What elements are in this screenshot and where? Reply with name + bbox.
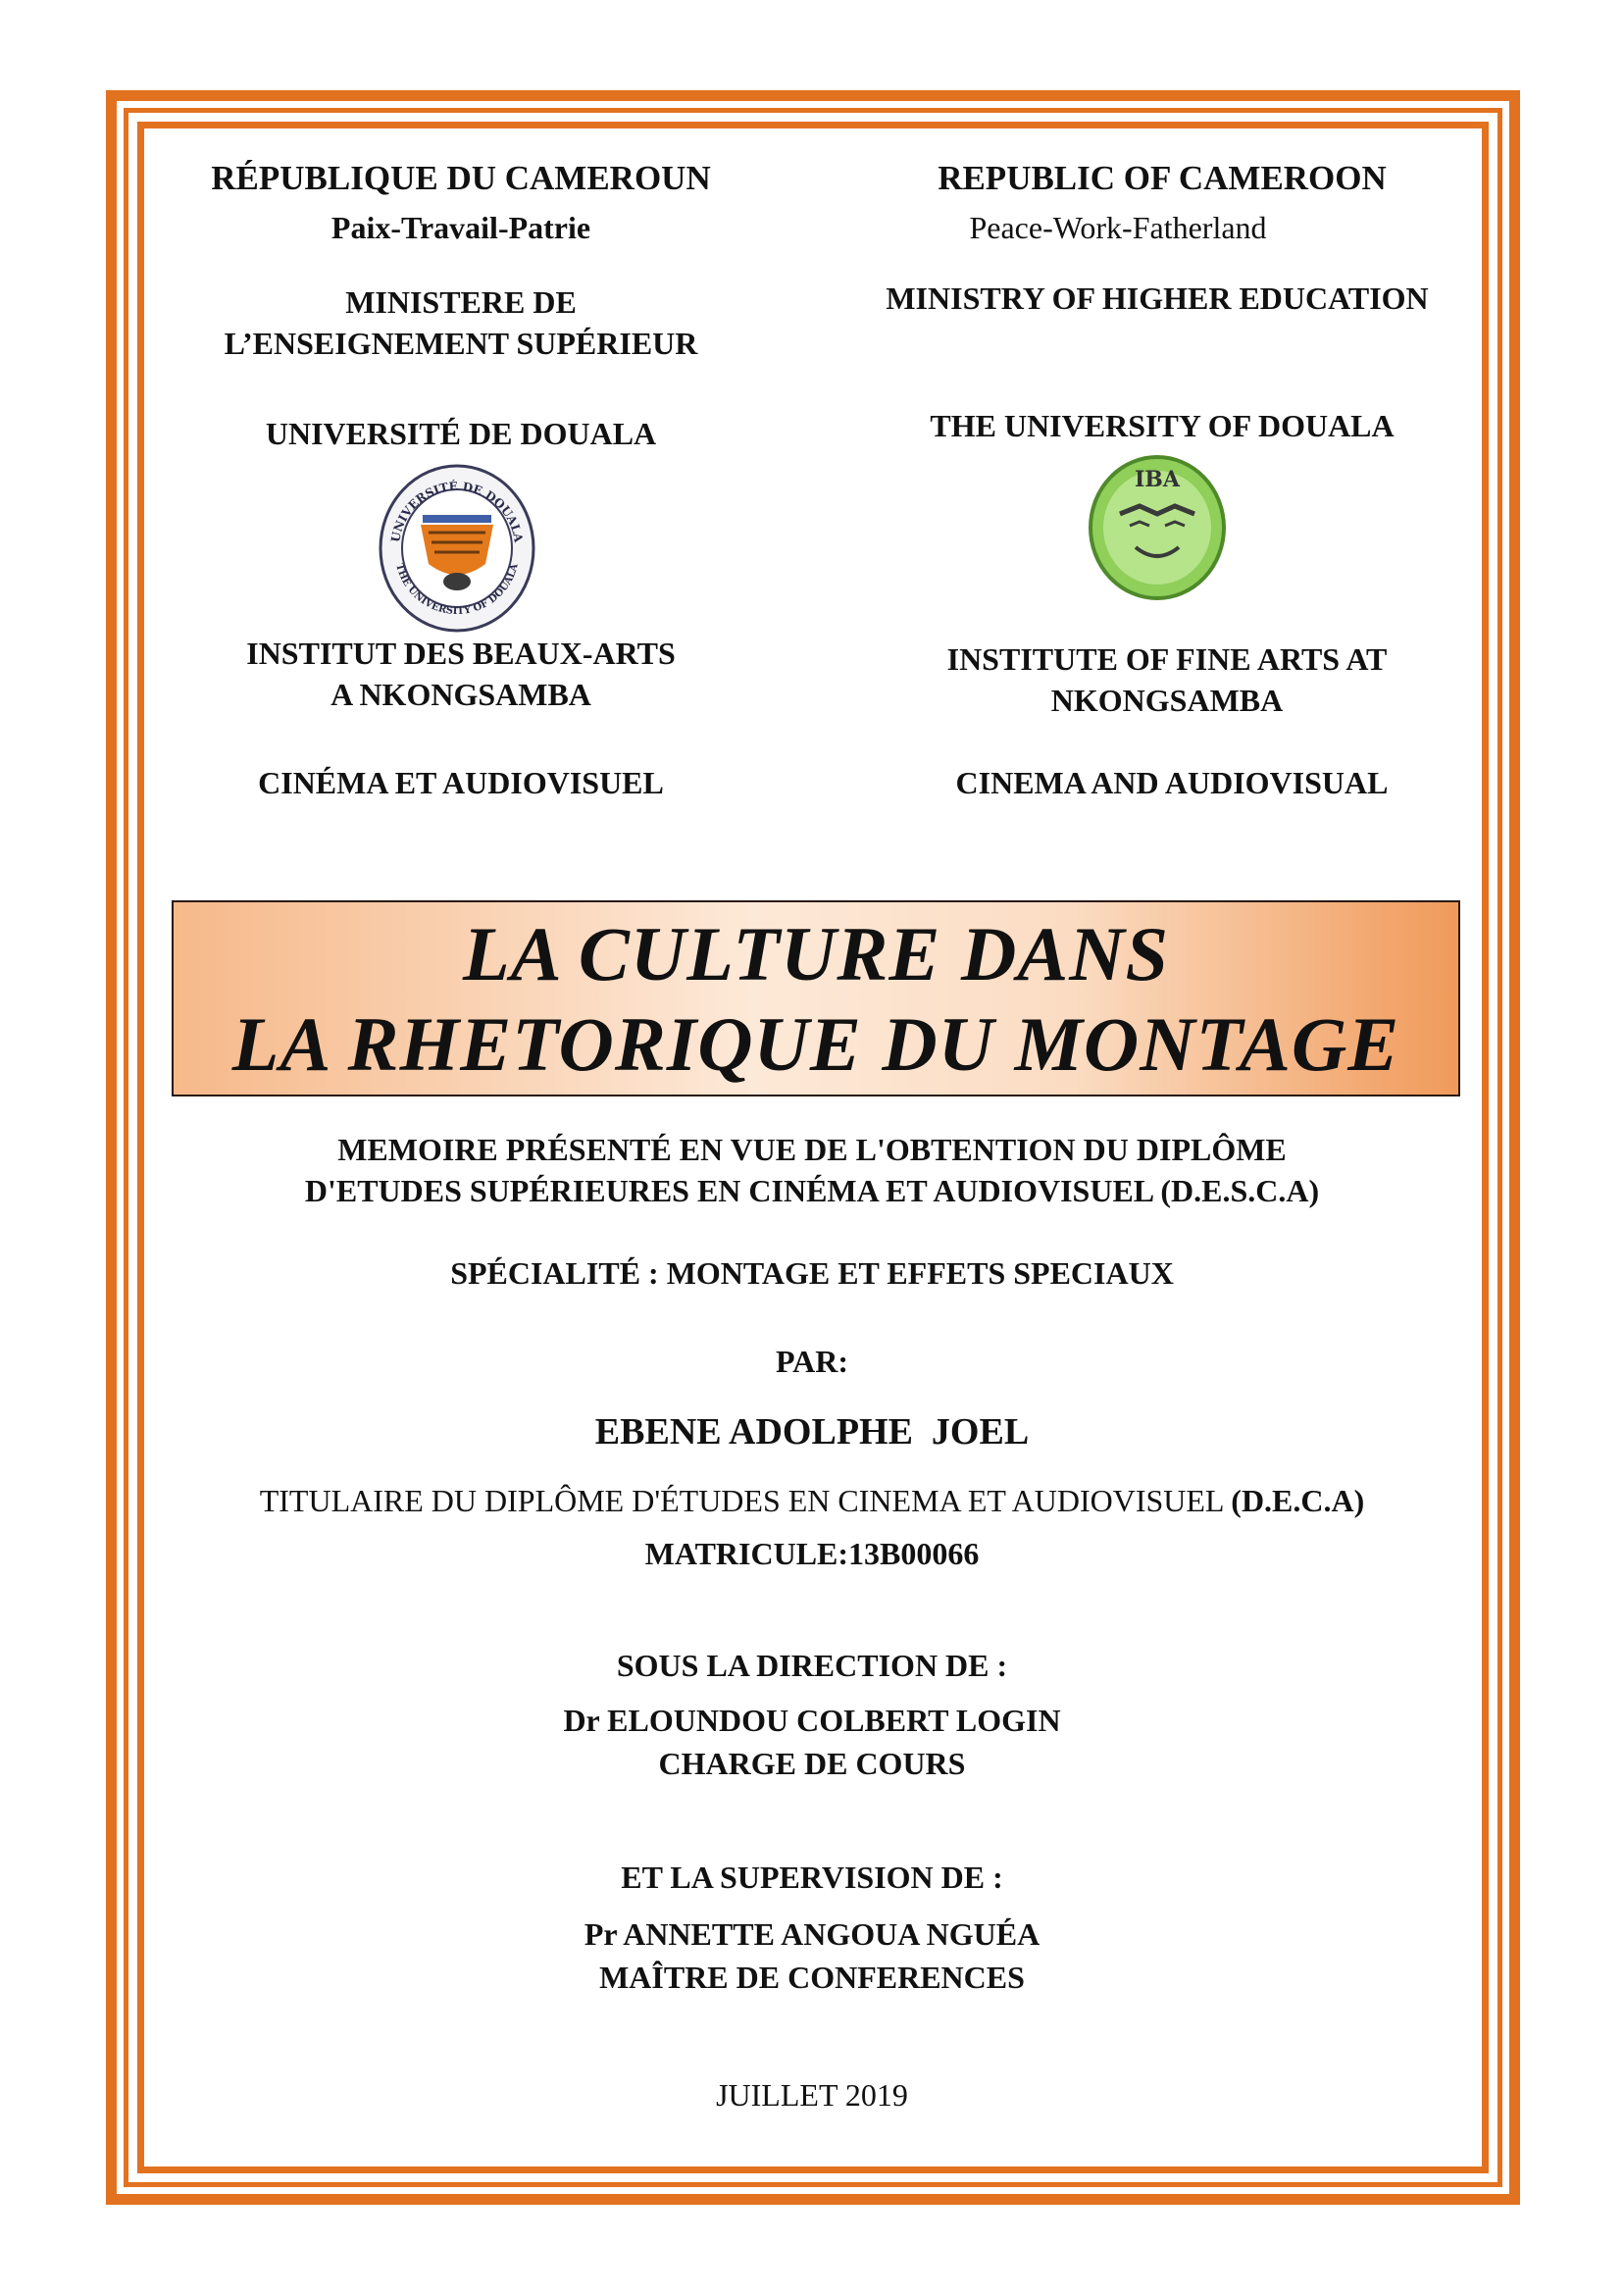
- direction-label: SOUS LA DIRECTION DE :: [616, 1648, 1008, 1683]
- university-en: THE UNIVERSITY OF DOUALA: [930, 408, 1395, 443]
- ministry-en: MINISTRY OF HIGHER EDUCATION: [886, 280, 1429, 316]
- country-name-en: REPUBLIC OF CAMEROON: [938, 159, 1387, 197]
- director-title: CHARGE DE COURS: [658, 1746, 966, 1781]
- memoire-line1: MEMOIRE PRÉSENTÉ EN VUE DE L'OBTENTION DU DIPLÔME: [337, 1132, 1287, 1167]
- director-name: Dr ELOUNDOU COLBERT LOGIN: [563, 1703, 1061, 1738]
- institute-fr-line2: A NKONGSAMBA: [330, 677, 591, 712]
- supervision-label: ET LA SUPERVISION DE :: [621, 1860, 1003, 1895]
- institute-en-line2: NKONGSAMBA: [1050, 683, 1284, 718]
- country-name-fr: RÉPUBLIQUE DU CAMEROUN: [211, 159, 711, 197]
- supervisor-title: MAÎTRE DE CONFERENCES: [599, 1960, 1025, 1995]
- titulaire-line: [147, 1483, 1477, 1519]
- department-fr: CINÉMA ET AUDIOVISUEL: [258, 765, 664, 800]
- date: JUILLET 2019: [716, 2077, 908, 2113]
- university-fr: UNIVERSITÉ DE DOUALA: [265, 416, 657, 451]
- institute-fr-line1: INSTITUT DES BEAUX-ARTS: [246, 636, 676, 671]
- par-label: PAR:: [775, 1344, 849, 1379]
- iba-text: IBA: [1135, 467, 1180, 492]
- author-name: EBENE ADOLPHE JOEL: [594, 1411, 1030, 1453]
- motto-fr: Paix-Travail-Patrie: [330, 210, 591, 245]
- titulaire-text: TITULAIRE DU DIPLÔME D'ÉTUDES EN CINEMA ET AUDIOVISUEL: [259, 1483, 1232, 1518]
- department-en: CINEMA AND AUDIOVISUAL: [955, 765, 1389, 800]
- ministry-fr-line2: L’ENSEIGNEMENT SUPÉRIEUR: [224, 326, 698, 361]
- titulaire-abbr: (D.E.C.A): [1231, 1483, 1365, 1518]
- thesis-title-line2: LA RHETORIQUE DU MONTAGE: [231, 1001, 1400, 1087]
- institute-en-line1: INSTITUTE OF FINE ARTS AT: [946, 641, 1388, 677]
- ministry-fr-line1: MINISTERE DE: [345, 284, 577, 320]
- specialite: SPÉCIALITÉ : MONTAGE ET EFFETS SPECIAUX: [450, 1255, 1174, 1291]
- seal-top-text: UNIVERSITÉ DE DOUALA: [388, 479, 526, 543]
- motto-en: Peace-Work-Fatherland: [969, 210, 1267, 245]
- iba-institute-logo: [1059, 449, 1294, 606]
- matricule: MATRICULE:13B00066: [644, 1536, 980, 1571]
- supervisor-name: Pr ANNETTE ANGOUA NGUÉA: [584, 1916, 1040, 1952]
- thesis-title-line1: LA CULTURE DANS: [462, 911, 1170, 996]
- university-douala-seal-logo: [378, 464, 536, 633]
- seal-bottom-text: THE UNIVERSITY OF DOUALA: [393, 562, 521, 618]
- memoire-line2: D'ETUDES SUPÉRIEURES EN CINÉMA ET AUDIOVISUEL (D.E.S.C.A): [304, 1173, 1320, 1208]
- thesis-title-box: [172, 900, 1460, 1096]
